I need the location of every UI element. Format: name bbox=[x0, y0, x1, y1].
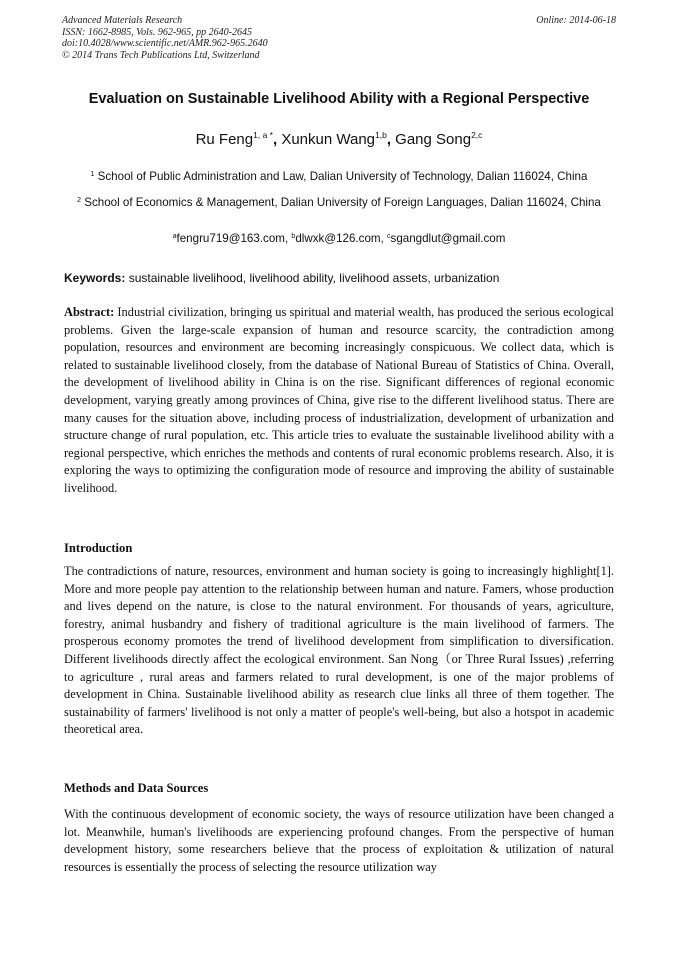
affiliation-number: 2 bbox=[77, 197, 81, 204]
keywords-label: Keywords: bbox=[64, 271, 126, 285]
author-name: Xunkun Wang bbox=[281, 131, 375, 148]
online-date: Online: 2014-06-18 bbox=[536, 15, 616, 26]
doi-line: doi:10.4028/www.scientific.net/AMR.962-965.2640 bbox=[62, 38, 268, 49]
issn-line: ISSN: 1662-8985, Vols. 962-965, pp 2640-2645 bbox=[62, 26, 252, 38]
author-list bbox=[0, 130, 678, 148]
copyright-line: © 2014 Trans Tech Publications Ltd, Switzerland bbox=[62, 49, 260, 61]
abstract-label: Abstract: bbox=[64, 305, 115, 319]
affiliation-number: 1 bbox=[90, 171, 95, 178]
author-superscript: 1,b bbox=[375, 130, 387, 140]
journal-header bbox=[62, 15, 616, 61]
email-address[interactable]: sgangdlut@gmail.com bbox=[390, 232, 506, 245]
methods-heading: Methods and Data Sources bbox=[64, 781, 209, 795]
author-name: Ru Feng bbox=[195, 131, 254, 148]
abstract-text: Industrial civilization, bringing us spiritual and material wealth, has produced the serious ecological problems. Given the large-scale expansion of human and resource scarcity, the contradiction among population, resources and environment are becoming increasingly conspicuous. We collect data, which is related to sustainable livelihood closely, from the database of National Bureau of Statistics of China. Overall, the development of livelihood ability in China is on the rise. Significant differences of regional economic development, varying greatly among provinces of China, give rise to the different livelihood status. There are many causes for the situation above, including process of industrialization, development of urbanization and structure change of rural population, etc. This article tries to evaluate the sustainable livelihood ability with a regional perspective, which enriches the methods and contents of rural economic problems research. Also, it is exploring the ways to optimizing the configuration mode of resource and improving the ability of sustainable livelihood. bbox=[64, 305, 614, 495]
affiliation-text: School of Public Administration and Law, Dalian University of Technology, Dalian 116024, China bbox=[97, 170, 588, 183]
affiliation-text: School of Economics & Management, Dalian University of Foreign Languages, Dalian 116024, China bbox=[84, 196, 601, 209]
introduction-paragraph: The contradictions of nature, resources, environment and human society is going to increasingly highlight[1]. More and more people pay attention to the relationship between human and nature. Famers, whose production and lives depend on the nature, is close to the natural environment. For thousands of years, agriculture, forestry, animal husbandry and fishery of traditional agriculture is the main livelihood of farmers. The prosperous economy promotes the trend of livelihood development from simplification to diversification. Different livelihoods directly affect the ecological environment. San Nong（or Three Rural Issues) ,referring to agriculture , rural areas and farmers related to rural development, is one of the major problems of development in China. Sustainable livelihood ability as research clue links all three of them together. The sustainability of farmers' livelihood is not only a matter of people's well-being, but also a hotspot in academic theoretical area. bbox=[64, 564, 614, 737]
keywords-line bbox=[64, 271, 616, 285]
author-name: Gang Song bbox=[395, 131, 472, 148]
abstract-paragraph bbox=[64, 304, 614, 498]
author-separator: , bbox=[386, 131, 391, 148]
email-list bbox=[0, 232, 678, 245]
paper-title: Evaluation on Sustainable Livelihood Ability with a Regional Perspective bbox=[88, 91, 590, 107]
affiliation-2 bbox=[64, 191, 614, 212]
journal-name: Advanced Materials Research bbox=[62, 15, 183, 26]
email-superscript: b bbox=[291, 233, 296, 240]
methods-paragraph: With the continuous development of economic society, the ways of resource utilization have been changed a lot. Meanwhile, human's livelihoods are experiencing profound changes. From the perspective of human development history, some researchers believe that the process of exploitation & utilization of natural resources is essentially the process of selecting the resource utilization way bbox=[64, 807, 614, 874]
email-superscript: c bbox=[387, 233, 391, 240]
affiliation-1 bbox=[64, 165, 614, 186]
author-superscript: 1, a * bbox=[253, 130, 273, 140]
email-address[interactable]: fengru719@163.com, bbox=[176, 232, 289, 245]
email-address[interactable]: dlwxk@126.com, bbox=[295, 232, 384, 245]
author-superscript: 2,c bbox=[471, 130, 483, 140]
introduction-heading: Introduction bbox=[64, 541, 133, 555]
keywords-text: sustainable livelihood, livelihood ability, livelihood assets, urbanization bbox=[128, 271, 500, 285]
email-superscript: a bbox=[172, 233, 177, 240]
author-separator: , bbox=[272, 131, 278, 148]
